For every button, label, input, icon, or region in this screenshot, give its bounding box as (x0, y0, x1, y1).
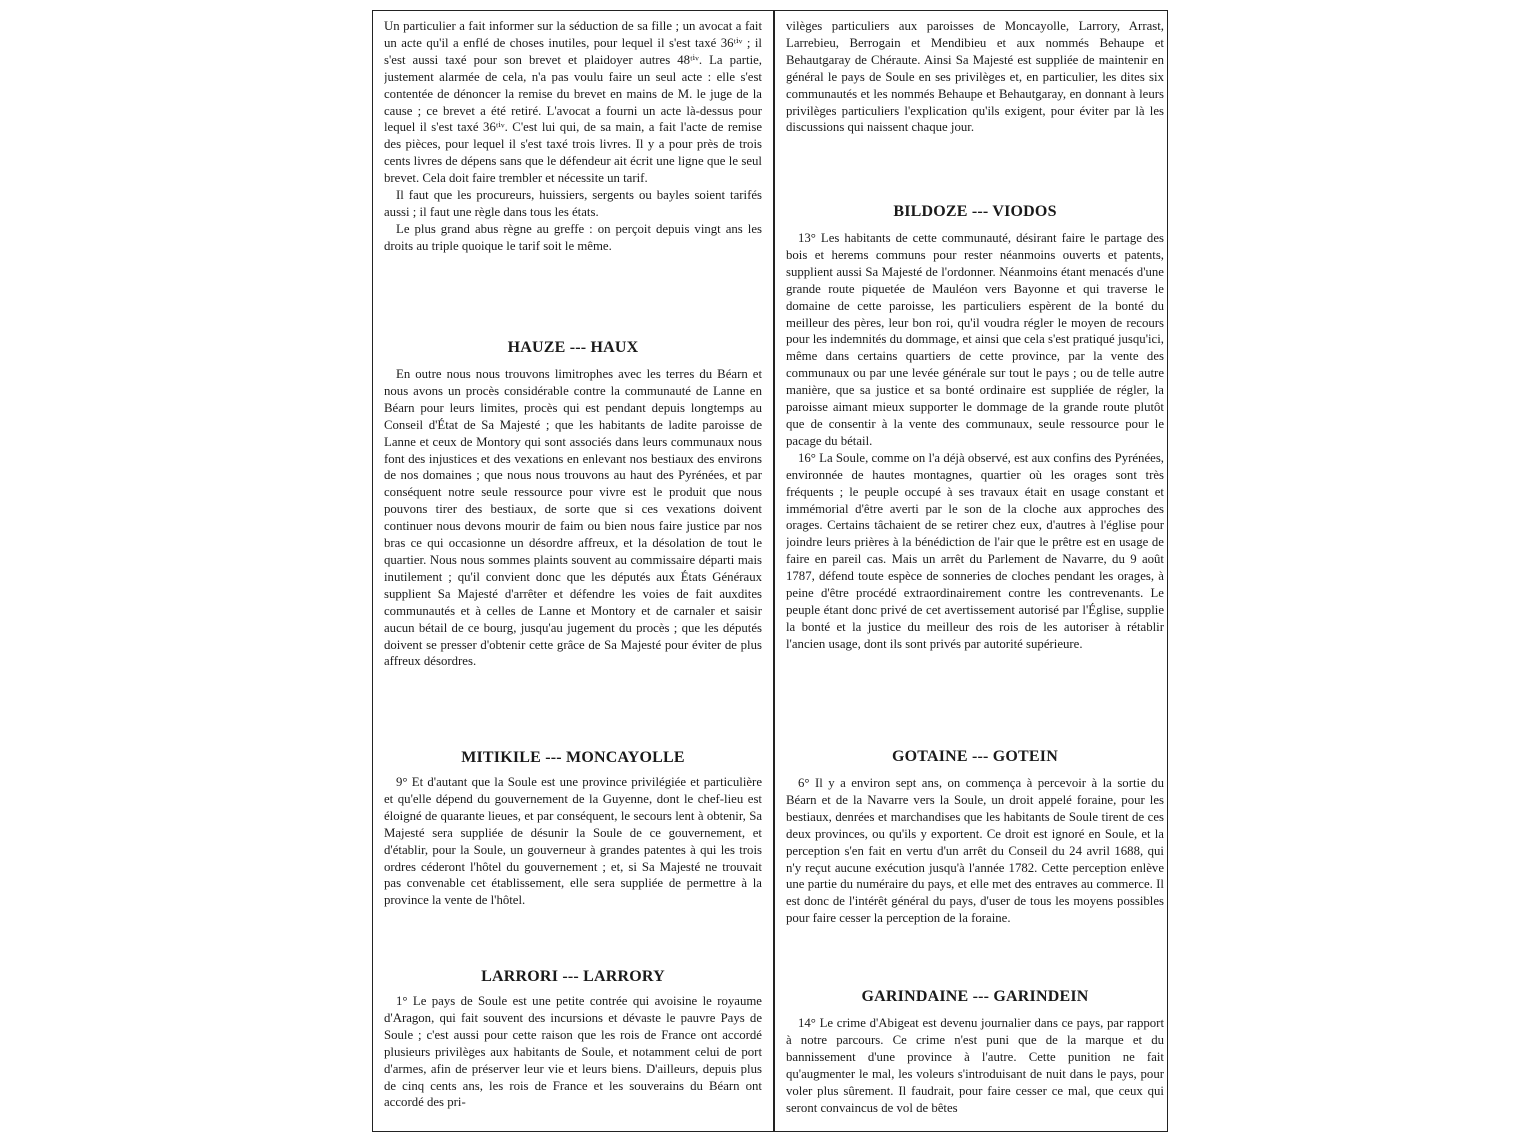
section-bildoze (786, 202, 1164, 653)
section-intro-left (384, 18, 762, 255)
section-title: LARRORI --- LARRORY (481, 968, 665, 985)
section-larrori (384, 967, 762, 1111)
paragraph: Le plus grand abus règne au greffe : on perçoit depuis vingt ans les droits au triple quoique le tarif soit le même. (384, 221, 762, 253)
paragraph: 1° Le pays de Soule est une petite contrée qui avoisine le royaume d'Aragon, qui fait souvent des incursions et dévaste le pauvre Pays de Soule ; c'est aussi pour cette raison que les rois de France ont accordé plusieurs privilèges aux habitants de Soule, et notamment celui de port d'armes, afin de préserver leur vie et leurs biens. D'ailleurs, depuis plus de cinq cents ans, les rois de France et les souverains du Béarn ont accordé des pri- (384, 994, 762, 1110)
paragraph: Un particulier a fait informer sur la séduction de sa fille ; un avocat a fait un acte qu'il a enflé de choses inutiles, pour lequel il s'est taxé 36ᵗⁱᵛ ; il s'est aussi taxé pour son brevet et plaidoyer autres 48ᵗⁱᵛ. La partie, justement alarmée de cela, n'a pas voulu faire un seul acte : elle s'est contentée de dénoncer la remise du brevet en mains de M. le juge de la cause ; ce brevet a été retiré. L'avocat a fourni un acte là-dessus pour lequel il s'est taxé 36ᵗⁱᵛ. C'est lui qui, de sa main, a fait l'acte de remise des pièces, pour lequel il s'est taxé trois livres. Il y a pour près de trois cents livres de dépens sans que le défendeur ait écrit une ligne que le seul brevet. Cela doit faire trembler et nécessite un tarif. (384, 19, 762, 186)
section-title: BILDOZE --- VIODOS (893, 203, 1057, 220)
section-title: GARINDAINE --- GARINDEIN (861, 988, 1089, 1005)
paragraph: vilèges particuliers aux paroisses de Moncayolle, Larrory, Arrast, Larrebieu, Berrogain et Mendibieu et aux nommés Behaupe et Behautgaray de Chéraute. Ainsi Sa Majesté est suppliée de maintenir en général le pays de Soule en ses privilèges et, en particulier, les dites six communautés et les nommés Behaupe et Behautgaray, en donnant à leurs privilèges particuliers l'explication qu'ils exigent, pour éviter par là les discussions qui naissent chaque jour. (786, 19, 1164, 135)
section-intro-right (786, 18, 1164, 136)
paragraph: 16° La Soule, comme on l'a déjà observé, est aux confins des Pyrénées, environnée de hautes montagnes, quartier où les orages sont très fréquents ; le peuple occupé à ses travaux était en usage constant et immémorial d'être averti par le son de la cloche aux approches des orages. Certains tâchaient de se retirer chez eux, d'autres à l'église pour joindre leurs prières à la bénédiction de l'air que le prêtre est en usage de faire en pareil cas. Mais un arrêt du Parlement de Navarre, du 9 août 1787, défend toute espèce de sonneries de cloches pendant les orages, à peine d'être procédé extraordinairement contre les contrevenants. Le peuple étant donc privé de cet avertissement autorisé par l'Église, supplie la bonté et la justice du meilleur des rois de les autoriser à rétablir l'ancien usage, dont ils sont privés par autorité supérieure. (786, 450, 1164, 651)
paragraph: 14° Le crime d'Abigeat est devenu journalier dans ce pays, par rapport à notre parcours. Ce crime n'est puni que de la marque et du bannissement d'une province à l'autre. Cette punition ne fait qu'augmenter le mal, les voleurs s'introduisant de nuit dans le pays, pour voler plus sûrement. Il faudrait, pour faire cesser ce mal, que ceux qui seront convaincus de vol de bêtes (786, 1016, 1164, 1115)
paragraph: 9° Et d'autant que la Soule est une province privilégiée et particulière et qu'elle dépend du gouvernement de la Guyenne, dont le chef-lieu est éloigné de quarante lieues, et par conséquent, le secours lent à obtenir, Sa Majesté sera suppliée de désunir la Soule de ce gouvernement, et d'établir, pour la Soule, un gouverneur à grandes patentes à qui les trois ordres céderont l'hôtel du gouvernement ; et, si Sa Majesté ne trouvait pas convenable cet établissement, elle sera suppliée de permettre à la province la vente de l'hôtel. (384, 775, 762, 908)
section-title: MITIKILE --- MONCAYOLLE (461, 749, 685, 766)
paragraph: 13° Les habitants de cette communauté, désirant faire le partage des bois et herems communs pour rester néanmoins ouverts et patents, supplient aussi Sa Majesté de l'ordonner. Néanmoins étant menacés d'une grande route piquetée de Mauléon vers Bayonne et qui traverse le domaine de cette paroisse, les particuliers espèrent de la bonté du meilleur des pères, leur bon roi, qu'il voudra régler le moyen de recours pour les indemnités du dommage, et ainsi que cela s'est pratiqué jusqu'ici, même dans certains quartiers de cette province, par la vente des communaux ou par une levée générale sur tout le pays ; ou de telle autre manière, que sa justice et sa bonté ordinaire est suppliée de régler, la paroisse aimant mieux supporter le dommage de la grande route plutôt que de consentir à la vente des communaux, seule ressource pour le pacage du bétail. (786, 231, 1164, 448)
section-garindaine (786, 987, 1164, 1116)
section-gotaine (786, 747, 1164, 927)
right-column (786, 18, 1164, 1126)
section-title: HAUZE --- HAUX (507, 339, 639, 356)
section-hauze (384, 338, 762, 670)
left-column (384, 18, 762, 1126)
paragraph: 6° Il y a environ sept ans, on commença à percevoir à la sortie du Béarn et de la Navarre vers la Soule, un droit appelé foraine, pour les bestiaux, denrées et marchandises que les habitants de Soule tirent de ces deux provinces, ou qu'ils y exportent. Ce droit est ignoré en Soule, et la perception s'en fait en vertu d'un arrêt du Conseil du 24 avril 1688, qui n'y reçut aucune exécution jusqu'à l'année 1782. Cette perception enlève une partie du numéraire du pays, et elle met des entraves au commerce. Il est donc de l'intérêt général du pays, d'user de tous les moyens possibles pour faire cesser la perception de la foraine. (786, 776, 1164, 926)
section-mitikile (384, 748, 762, 909)
column-divider (773, 10, 775, 1132)
section-title: GOTAINE --- GOTEIN (892, 748, 1058, 765)
paragraph: Il faut que les procureurs, huissiers, sergents ou bayles soient tarifés aussi ; il faut une règle dans tous les états. (384, 188, 762, 219)
paragraph: En outre nous nous trouvons limitrophes avec les terres du Béarn et nous avons un procès considérable contre la communauté de Lanne en Béarn pour leurs limites, procès qui est pendant depuis longtemps au Conseil d'État de Sa Majesté ; que les habitants de ladite paroisse de Lanne et ceux de Montory qui sont associés dans leurs communaux nous font des injustices et des vexations en enlevant nos bestiaux des environs de nos domaines ; que nous nous trouvons au haut des Pyrénées, et par conséquent notre seule ressource pour vivre est le produit que nous pouvons tirer des bestiaux, de sorte que si ces vexations doivent continuer nous devons mourir de faim ou bien nous faire justice par nos bras ce qui occasionne un désordre affreux, et la désolation de tout le quartier. Nous nous sommes plaints souvent au commissaire départi mais inutilement ; qu'il convient donc que les députés aux États Généraux supplient Sa Majesté d'arrêter et défendre les voies de fait auxdites communautés et à celles de Lanne et Montory et de carnaler et saisir aucun bétail de ce bourg, jusqu'au jugement du procès ; que les députés doivent se presser d'obtenir cette grâce de Sa Majesté pour éviter de plus affreux désordres. (384, 367, 762, 669)
